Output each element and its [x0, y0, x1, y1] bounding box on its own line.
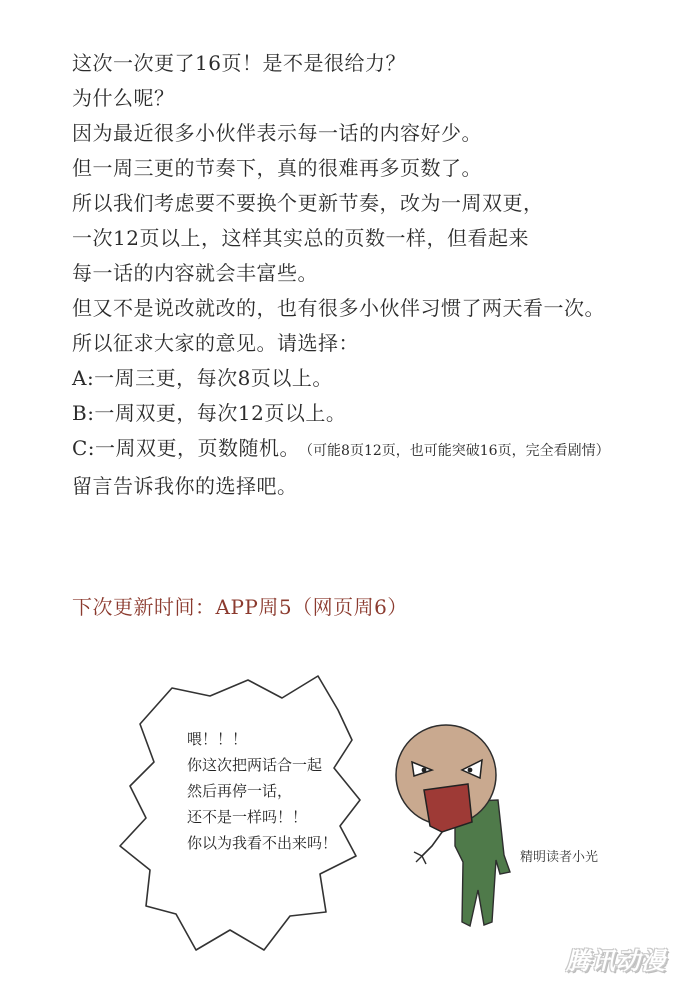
character-caption: 精明读者小光	[520, 850, 599, 865]
bubble-line: 还不是一样吗！！	[187, 808, 308, 826]
bubble-text	[187, 726, 337, 856]
character-pupil	[422, 768, 427, 773]
closing-line: 留言告诉我你的选择吧。	[72, 474, 298, 498]
notice-line: 所以征求大家的意见。请选择：	[72, 331, 359, 355]
option-a: A:一周三更，每次8页以上。	[72, 366, 333, 390]
option-b: B:一周双更，每次12页以上。	[72, 401, 347, 425]
notice-line: 因为最近很多小伙伴表示每一话的内容好少。	[72, 121, 482, 145]
comic-illustration	[0, 650, 700, 990]
notice-line: 但一周三更的节奏下，真的很难再多页数了。	[72, 156, 482, 180]
option-c-note: （可能8页12页，也可能突破16页，完全看剧情）	[306, 443, 610, 459]
option-c	[72, 431, 682, 469]
notice-line: 为什么呢？	[72, 86, 175, 110]
character-pupil	[468, 768, 473, 773]
notice-line: 这次一次更了16页！是不是很给力？	[72, 51, 406, 75]
bubble-line: 然后再停一话，	[187, 782, 293, 800]
notice-line: 每一话的内容就会丰富些。	[72, 261, 318, 285]
next-update-time: 下次更新时间：APP周5（网页周6）	[72, 595, 408, 619]
character-mouth	[424, 784, 472, 832]
watermark-logo: 腾讯动漫	[566, 947, 666, 975]
comic-panel	[0, 650, 700, 990]
bubble-line: 你以为我看不出来吗！	[187, 834, 338, 852]
notice-line: 一次12页以上，这样其实总的页数一样，但看起来	[72, 226, 529, 250]
notice-text	[72, 46, 682, 504]
option-c-label: C:一周双更，页数随机。	[72, 436, 301, 460]
bubble-line: 喂！！！	[187, 730, 248, 748]
notice-line: 所以我们考虑要不要换个更新节奏，改为一周双更，	[72, 191, 544, 215]
bubble-line: 你这次把两话合一起	[187, 756, 323, 774]
notice-line: 但又不是说改就改的，也有很多小伙伴习惯了两天看一次。	[72, 296, 605, 320]
